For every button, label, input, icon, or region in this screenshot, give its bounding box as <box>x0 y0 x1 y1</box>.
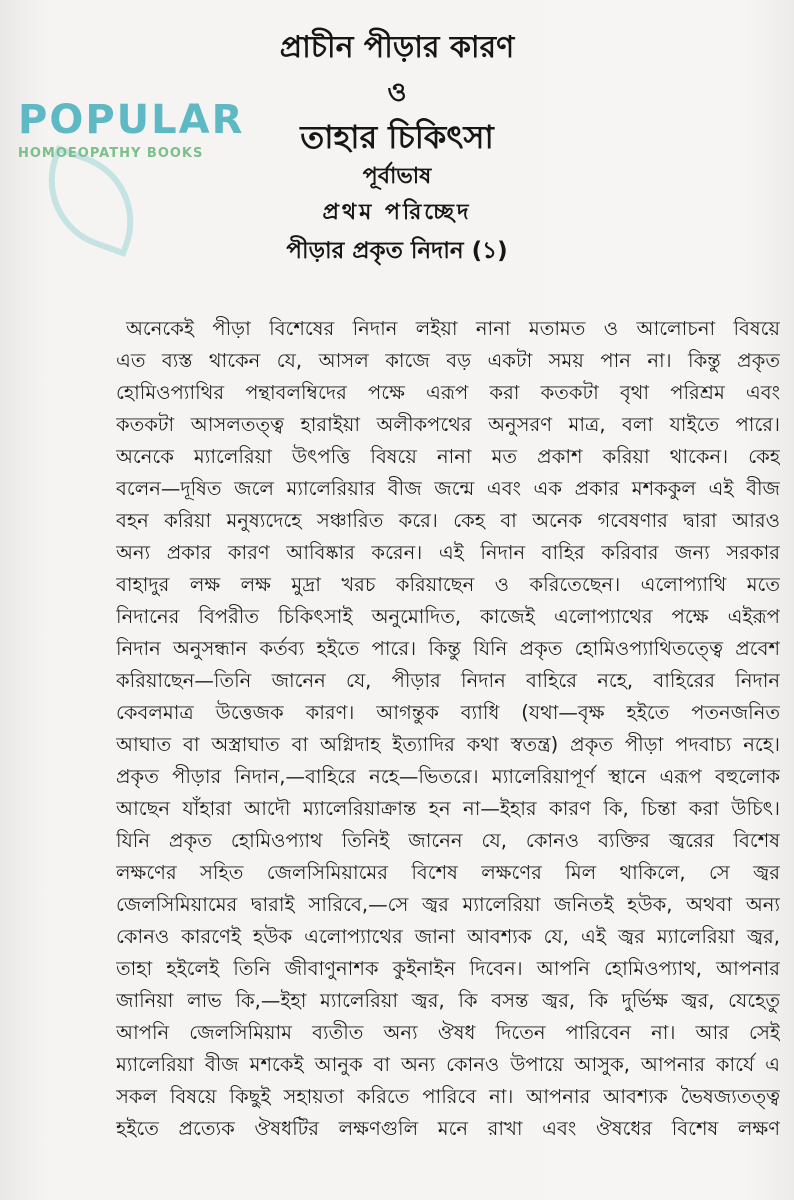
text-line: আঘাত বা অস্ত্রাঘাত বা অগ্নিদাহ ইত্যাদির কথা স্বতন্ত্র) প্রকৃত পীড়া পদবাচ্য নহে। <box>116 733 780 756</box>
title-line-2: তাহার চিকিৎসা <box>300 118 494 156</box>
text-line: জানিয়া লাভ কি,—ইহা ম্যালেরিয়া জ্বর, কি বসন্ত জ্বর, কি দুর্ভিক্ষ জ্বর, যেহেতু <box>116 989 780 1012</box>
text-line: কোনও কারণেই হউক এলোপ্যাথের জানা আবশ্যক যে, এই জ্বর ম্যালেরিয়া জ্বর, <box>116 925 780 948</box>
title-line-1: প্রাচীন পীড়ার কারণ <box>279 30 515 65</box>
text-line: আছেন যাঁহারা আদৌ ম্যালেরিয়াক্রান্ত হন না—ইহার কারণ কি, চিন্তা করা উচিৎ। <box>116 797 780 820</box>
title-conjunction: ও <box>387 78 407 108</box>
watermark-brand: POPULAR <box>18 97 245 143</box>
text-line: এত ব্যস্ত থাকেন যে, আসল কাজে বড় একটা সময় পান না। কিন্তু প্রকৃত <box>116 349 780 372</box>
section-heading: পূর্বাভাষ <box>362 164 432 189</box>
watermark-logo <box>18 96 248 162</box>
watermark-tagline: HOMOEOPATHY BOOKS <box>18 146 204 161</box>
text-line: অন্য প্রকার কারণ আবিষ্কার করেন। এই নিদান বাহির করিবার জন্য সরকার <box>116 541 780 564</box>
text-line: আপনি জেলসিমিয়াম ব্যতীত অন্য ঔষধ দিতেন পারিবেন না। আর সেই <box>116 1021 780 1044</box>
text-line: ম্যালেরিয়া বীজ মশকেই আনুক বা অন্য কোনও উপায়ে আসুক, আপনার কার্যে এ <box>116 1053 780 1076</box>
text-line: কতকটা আসলতত্ত্ব হারাইয়া অলীকপথের অনুসরণ মাত্র, বলা যাইতে পারে। <box>116 413 780 436</box>
text-line: বাহাদুর লক্ষ লক্ষ মুদ্রা খরচ করিয়াছেন ও করিতেছেন। এলোপ্যাথি মতে <box>116 573 780 596</box>
subsection-heading: পীড়ার প্রকৃত নিদান (১) <box>286 238 508 264</box>
text-line: করিয়াছেন—তিনি জানেন যে, পীড়ার নিদান বাহিরে নহে, বাহিরের নিদান <box>116 669 780 692</box>
text-line: নিদানের বিপরীত চিকিৎসাই অনুমোদিত, কাজেই এলোপ্যাথের পক্ষে এইরূপ <box>116 605 780 628</box>
text-line: হইতে প্রত্যেক ঔষধটির লক্ষণগুলি মনে রাখা এবং ঔষধের বিশেষ লক্ষণ <box>116 1117 780 1140</box>
text-line: জেলসিমিয়ামের দ্বারাই সারিবে,—সে জ্বর ম্যালেরিয়া জনিতই হউক, অথবা অন্য <box>116 893 780 916</box>
text-line: প্রকৃত পীড়ার নিদান,—বাহিরে নহে—ভিতরে। ম্যালেরিয়াপূর্ণ স্থানে এরূপ বহুলোক <box>116 765 780 788</box>
text-line: তাহা হইলেই তিনি জীবাণুনাশক কুইনাইন দিবেন। আপনি হোমিওপ্যাথ, আপনার <box>116 957 780 980</box>
text-line: লক্ষণের সহিত জেলসিমিয়ামের বিশেষ লক্ষণের মিল থাকিলে, সে জ্বর <box>116 861 780 884</box>
text-line: নিদান অনুসন্ধান কর্তব্য হইতে পারে। কিন্তু যিনি প্রকৃত হোমিওপ্যাথিতত্ত্বে প্রবেশ <box>116 637 780 660</box>
watermark-leaf-icon <box>29 145 153 257</box>
body-text <box>116 314 780 1146</box>
text-line: অনেকে ম্যালেরিয়া উৎপত্তি বিষয়ে নানা মত প্রকাশ করিয়া থাকেন। কেহ <box>116 445 780 468</box>
text-line: অনেকেই পীড়া বিশেষের নিদান লইয়া নানা মতামত ও আলোচনা বিষয়ে <box>126 317 780 340</box>
chapter-heading: প্রথম পরিচ্ছেদ <box>322 200 472 225</box>
text-line: সকল বিষয়ে কিছুই সহায়তা করিতে পারিবে না। আপনার আবশ্যক ভৈষজ্যতত্ত্ব <box>116 1085 780 1108</box>
text-line: হোমিওপ্যাথির পন্থাবলম্বিদের পক্ষে এরূপ করা কতকটা বৃথা পরিশ্রম এবং <box>116 381 780 404</box>
text-line: কেবলমাত্র উত্তেজক কারণ। আগন্তুক ব্যাধি (যথা—বৃক্ষ হইতে পতনজনিত <box>116 701 780 724</box>
text-line: বলেন—দূষিত জলে ম্যালেরিয়ার বীজ জন্মে এবং এক প্রকার মশককুল এই বীজ <box>116 477 780 500</box>
text-line: যিনি প্রকৃত হোমিওপ্যাথ তিনিই জানেন যে, কোনও ব্যক্তির জ্বরের বিশেষ <box>116 829 780 852</box>
text-line: বহন করিয়া মনুষ্যদেহে সঞ্চারিত করে। কেহ বা অনেক গবেষণার দ্বারা আরও <box>116 509 780 532</box>
